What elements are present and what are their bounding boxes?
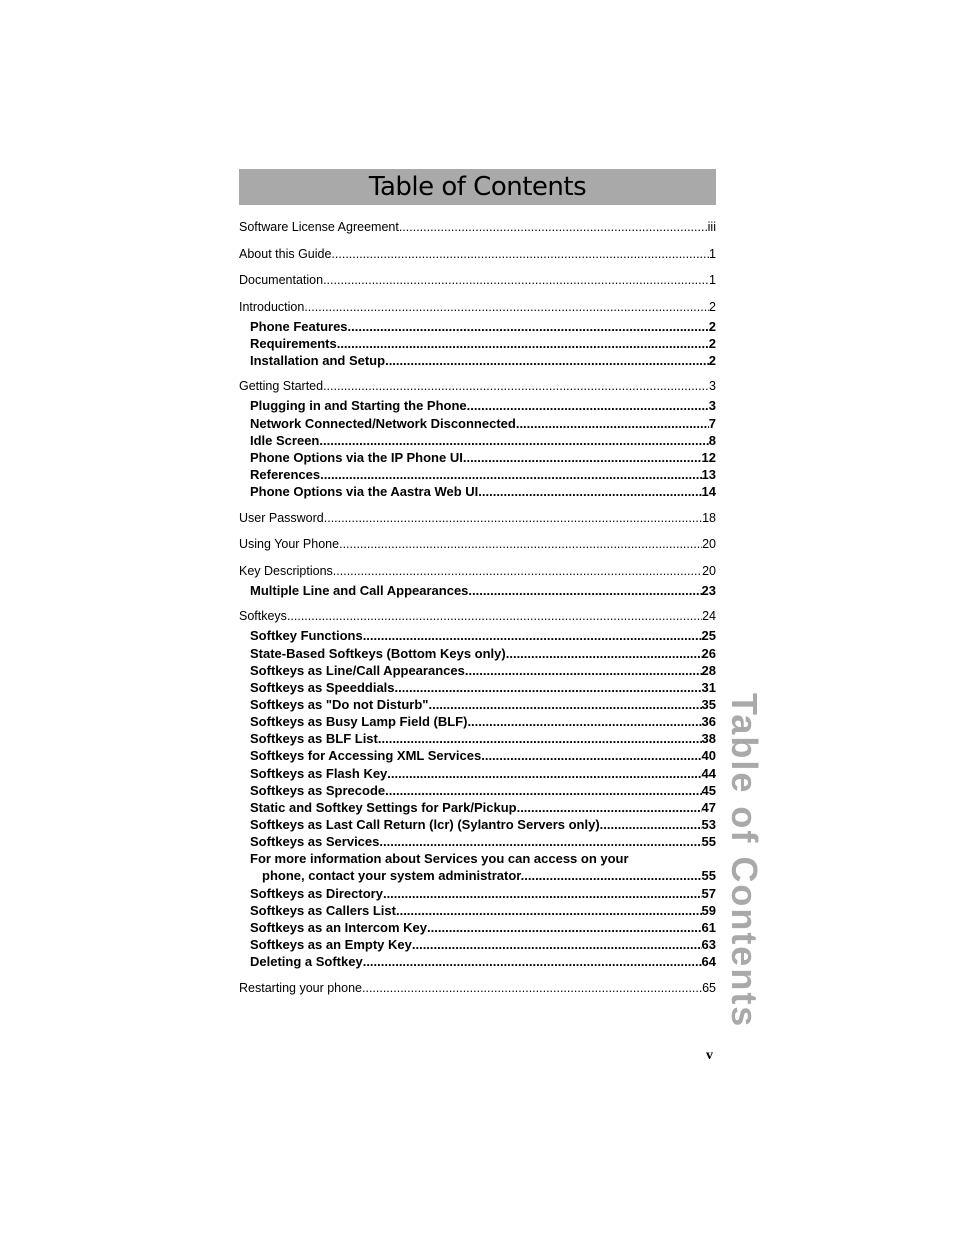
page-title: Table of Contents <box>368 172 587 202</box>
side-tab <box>722 693 766 1029</box>
title-banner <box>239 169 716 205</box>
toc-subentry[interactable] <box>239 582 716 599</box>
toc-entry-page: 38 <box>701 731 716 747</box>
toc-entry-page: 59 <box>701 902 716 918</box>
table-of-contents <box>239 219 716 997</box>
toc-entry-label: Multiple Line and Call Appearances <box>250 582 469 598</box>
toc-entry[interactable] <box>239 510 716 527</box>
toc-entry-label: Softkey Functions <box>250 628 363 644</box>
toc-entry-page: 2 <box>708 318 716 334</box>
dot-leader <box>323 272 709 289</box>
dot-leader <box>428 696 701 713</box>
toc-entry-label: Softkeys as "Do not Disturb" <box>250 696 429 712</box>
dot-leader <box>478 483 701 500</box>
toc-entry-label: Documentation <box>239 273 324 287</box>
toc-entry-page: 64 <box>701 954 716 970</box>
dot-leader <box>323 378 709 395</box>
toc-subentry[interactable] <box>239 782 716 799</box>
dot-leader <box>383 885 702 902</box>
toc-entry[interactable] <box>239 246 716 263</box>
dot-leader <box>506 645 702 662</box>
toc-entry-page: 2 <box>709 299 716 314</box>
toc-entry-page: 53 <box>701 816 716 832</box>
toc-subentry[interactable] <box>239 850 716 867</box>
dot-leader <box>304 299 709 316</box>
toc-entry-label: User Password <box>239 510 324 525</box>
toc-entry-label: Key Descriptions <box>239 563 333 578</box>
toc-entry-label: Softkeys as BLF List <box>250 731 378 747</box>
dot-leader <box>333 563 702 580</box>
toc-entry-page: 35 <box>701 696 716 712</box>
dot-leader <box>320 466 701 483</box>
toc-entry-page: 8 <box>708 432 716 448</box>
dot-leader <box>467 397 709 414</box>
dot-leader <box>337 335 709 352</box>
toc-entry-page: 63 <box>701 936 716 952</box>
toc-entry[interactable] <box>239 563 716 580</box>
toc-subentry[interactable] <box>239 867 716 884</box>
toc-entry[interactable] <box>239 272 716 289</box>
toc-subentry[interactable] <box>239 936 716 953</box>
dot-leader <box>481 747 701 764</box>
toc-entry-label: Software License Agreement <box>239 220 399 234</box>
toc-entry-label: For more information about Services you can access on your <box>250 851 629 867</box>
toc-entry-page: 3 <box>708 398 716 414</box>
toc-entry-label: Softkeys <box>239 609 287 624</box>
toc-entry-label: Idle Screen <box>250 432 320 448</box>
toc-entry-label: Installation and Setup <box>250 352 386 368</box>
toc-entry-label: Softkeys as an Intercom Key <box>250 919 428 935</box>
toc-subentry[interactable] <box>239 483 716 500</box>
toc-entry-label: Softkeys as Flash Key <box>250 765 388 781</box>
toc-entry-label: Deleting a Softkey <box>250 954 363 970</box>
toc-entry-page: 1 <box>709 273 716 287</box>
dot-leader <box>378 730 702 747</box>
toc-subentry[interactable] <box>239 466 716 483</box>
toc-entry-page: 65 <box>702 980 716 995</box>
dot-leader <box>600 816 702 833</box>
toc-entry-label: Network Connected/Network Disconnected <box>250 415 516 431</box>
toc-subentry[interactable] <box>239 679 716 696</box>
toc-entry-page: 1 <box>709 246 716 261</box>
dot-leader <box>427 919 702 936</box>
toc-entry-label: Softkeys as Speeddials <box>250 679 395 695</box>
toc-entry-label: Softkeys as Directory <box>250 885 383 901</box>
dot-leader <box>319 432 708 449</box>
toc-entry-label: Introduction <box>239 299 305 314</box>
dot-leader <box>339 536 702 553</box>
toc-entry-label: Static and Softkey Settings for Park/Pickup <box>250 799 517 815</box>
toc-entry-label: Phone Options via the IP Phone UI <box>250 449 463 465</box>
toc-entry-label: Softkeys as Services <box>250 834 380 850</box>
toc-subentry[interactable] <box>239 335 716 352</box>
toc-entry-page: 45 <box>701 782 716 798</box>
toc-subentry[interactable] <box>239 919 716 936</box>
toc-subentry[interactable] <box>239 627 716 644</box>
toc-subentry[interactable] <box>239 765 716 782</box>
dot-leader <box>362 980 702 997</box>
toc-entry-page: 18 <box>702 510 716 525</box>
toc-entry[interactable] <box>239 980 716 997</box>
dot-leader <box>524 867 701 884</box>
toc-entry-page: 7 <box>708 415 716 431</box>
toc-entry-page: 20 <box>702 563 716 578</box>
toc-entry-label: Softkeys as Last Call Return (lcr) (Sylantro Servers only) <box>250 816 600 832</box>
dot-leader <box>324 510 702 527</box>
toc-entry-page: 13 <box>701 466 716 482</box>
toc-subentry[interactable] <box>239 833 716 850</box>
toc-entry-page: 20 <box>702 537 716 552</box>
dot-leader <box>363 627 702 644</box>
toc-entry[interactable] <box>239 608 716 625</box>
toc-entry-page: 28 <box>701 662 716 678</box>
dot-leader <box>517 799 702 816</box>
toc-subentry[interactable] <box>239 953 716 970</box>
toc-entry-label: State-Based Softkeys (Bottom Keys only) <box>250 645 506 661</box>
toc-subentry[interactable] <box>239 432 716 449</box>
toc-entry[interactable] <box>239 378 716 395</box>
toc-subentry[interactable] <box>239 449 716 466</box>
toc-subentry[interactable] <box>239 713 716 730</box>
dot-leader <box>463 449 702 466</box>
side-tab-label: Table of Contents <box>724 693 765 1029</box>
toc-entry-label: Softkeys as Sprecode <box>250 782 386 798</box>
toc-entry-label: Using Your Phone <box>239 537 340 552</box>
dot-leader <box>379 833 701 850</box>
dot-leader <box>396 902 702 919</box>
toc-subentry[interactable] <box>239 730 716 747</box>
toc-entry-page: 3 <box>709 379 716 394</box>
toc-entry-page: 25 <box>701 628 716 644</box>
toc-entry-page: iii <box>707 220 716 234</box>
dot-leader <box>385 782 701 799</box>
toc-subentry[interactable] <box>239 696 716 713</box>
toc-subentry[interactable] <box>239 885 716 902</box>
dot-leader <box>465 662 702 679</box>
dot-leader <box>385 352 709 369</box>
toc-entry-page: 40 <box>701 748 716 764</box>
toc-entry-label: Softkeys as Callers List <box>250 902 396 918</box>
toc-entry-page: 47 <box>701 799 716 815</box>
toc-entry-page: 23 <box>701 582 716 598</box>
toc-subentry[interactable] <box>239 318 716 335</box>
toc-subentry[interactable] <box>239 816 716 833</box>
toc-entry-label: Requirements <box>250 335 337 351</box>
toc-subentry[interactable] <box>239 799 716 816</box>
dot-leader <box>468 582 701 599</box>
dot-leader <box>348 318 709 335</box>
toc-entry[interactable] <box>239 299 716 316</box>
dot-leader <box>395 679 702 696</box>
toc-entry-label: Getting Started <box>239 379 324 394</box>
toc-entry-page: 36 <box>701 714 716 730</box>
page-number: v <box>706 1048 713 1063</box>
toc-entry-page: 61 <box>701 919 716 935</box>
toc-entry-label: phone, contact your system administrator. <box>262 868 525 884</box>
toc-entry-label: Phone Options via the Aastra Web UI <box>250 484 479 500</box>
toc-entry-label: Softkeys as an Empty Key <box>250 936 412 952</box>
toc-entry-label: References <box>250 466 321 482</box>
toc-subentry[interactable] <box>239 645 716 662</box>
toc-entry-page: 14 <box>701 484 716 500</box>
toc-entry-label: Restarting your phone <box>239 980 362 995</box>
toc-entry-page: 2 <box>708 335 716 351</box>
dot-leader <box>399 219 708 236</box>
toc-entry-page: 55 <box>701 868 716 884</box>
dot-leader <box>516 415 709 432</box>
toc-entry-page: 44 <box>701 765 716 781</box>
toc-entry[interactable] <box>239 219 716 236</box>
toc-subentry[interactable] <box>239 747 716 764</box>
toc-entry-page: 57 <box>701 885 716 901</box>
toc-entry-page: 12 <box>701 449 716 465</box>
toc-entry-label: Softkeys for Accessing XML Services <box>250 748 482 764</box>
dot-leader <box>363 953 702 970</box>
toc-entry-page: 55 <box>701 834 716 850</box>
toc-entry-page: 26 <box>701 645 716 661</box>
toc-subentry[interactable] <box>239 415 716 432</box>
dot-leader <box>287 608 702 625</box>
toc-subentry[interactable] <box>239 662 716 679</box>
dot-leader <box>387 765 701 782</box>
toc-entry[interactable] <box>239 536 716 553</box>
toc-entry-label: About this Guide <box>239 246 332 261</box>
dot-leader <box>467 713 701 730</box>
toc-entry-label: Plugging in and Starting the Phone <box>250 398 467 414</box>
toc-entry-label: Softkeys as Line/Call Appearances <box>250 662 465 678</box>
dot-leader <box>331 246 709 263</box>
toc-subentry[interactable] <box>239 352 716 369</box>
toc-entry-page: 31 <box>701 679 716 695</box>
toc-subentry[interactable] <box>239 397 716 414</box>
toc-entry-page: 24 <box>702 609 716 624</box>
toc-subentry[interactable] <box>239 902 716 919</box>
toc-entry-label: Softkeys as Busy Lamp Field (BLF) <box>250 714 468 730</box>
toc-entry-label: Phone Features <box>250 318 348 334</box>
dot-leader <box>412 936 702 953</box>
toc-entry-page: 2 <box>708 352 716 368</box>
